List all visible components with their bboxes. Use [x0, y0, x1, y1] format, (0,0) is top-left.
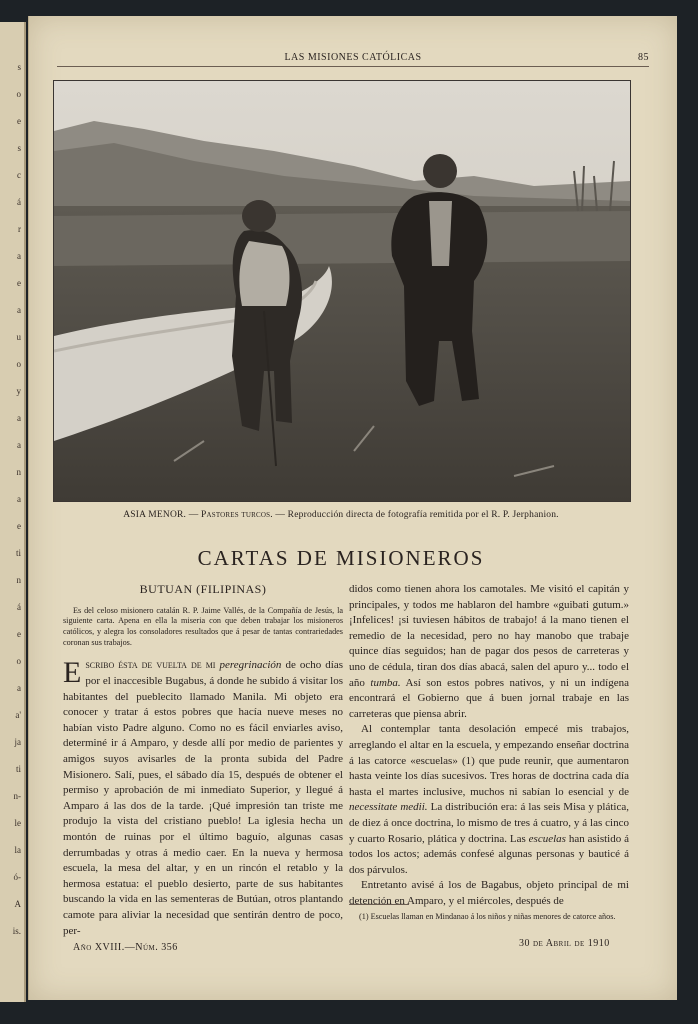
p3-emphasis-2: escuelas — [528, 832, 566, 845]
p3-emphasis: necessitate medii. — [349, 801, 428, 814]
facing-page-fragment: a — [17, 494, 21, 504]
facing-page-fragment: o — [16, 89, 21, 99]
facing-page-fragment: y — [16, 386, 21, 396]
facing-page-fragment: á — [17, 197, 21, 207]
facing-page-fragment: e — [17, 629, 21, 639]
p2-start: didos como tienen ahora los camotales. Me visitó el capitán y principales, y todos me hablaron del hambre «guibati gutum.» ¡Infelices! ¡si tuviesen hábitos de trabajo! á la mano tienen el remedio de la necesidad, pero no hay manobo que trabaje quince días seguidos; han de pagar dos pesos de carreteras y uno de cédula, tiran dos días abacá, salen del apuro y... todo el año — [349, 583, 629, 689]
issue-number: Año XVIII.—Núm. 356 — [73, 942, 178, 953]
p3-middle: La distribución era: á las seis Misa y plática, de diez á once doctrina, lo mismo de tres á cuatro, y á las cinco y cuarto Rosario, plática y doctrina. Las — [349, 801, 629, 845]
facing-page-fragment: c — [17, 170, 21, 180]
facing-page-fragment: ja — [14, 737, 21, 747]
running-head — [57, 52, 649, 67]
facing-page-fragment: a — [17, 440, 21, 450]
facing-page-fragment: n- — [13, 791, 21, 801]
caption-subject: Pastores turcos. — [200, 510, 273, 520]
facing-page-edge — [0, 22, 26, 1002]
facing-page-fragment: ti — [15, 764, 21, 774]
section-title: CARTAS DE MISIONEROS — [197, 546, 485, 570]
facing-page-fragment: A — [14, 899, 21, 909]
article-paragraph-4: Entretanto avisé á los de Bagabus, objeto principal de mi detención en Amparo, y el miércoles, después de — [349, 879, 629, 907]
p3-start: Al contemplar tanta desolación empecé mis trabajos, arreglando el altar en la escuela, y empezando enseñar doctrina á las catorce «escuelas» (1) que pude reunir, que aumentaron hasta veinte los días sucesivos. Tres horas de doctrina cada día hasta el martes inclusive, muchos ni sabían lo esencial y de — [349, 723, 629, 798]
footnote-rule — [349, 904, 409, 905]
footnote: (1) Escuelas llaman en Mindanao á los niños y niñas menores de catorce años. — [359, 912, 616, 921]
photo-caption: ASIA MENOR. — Pastores turcos. — Reproducción directa de fotografía remitida por el R. P. Jerphanion. — [123, 510, 559, 520]
facing-page-fragment: n — [16, 467, 21, 477]
article-intro: Es del celoso misionero catalán R. P. Jaime Vallés, de la Compañía de Jesús, la siguiente carta. Apena en ella la miseria con que deben trabajar los misioneros católicos, y alegra los consoladores resultados que á pesar de tantas contrariedades coronan sus trabajos. — [63, 605, 343, 647]
page-number: 85 — [638, 52, 649, 63]
facing-page-fragment: a — [17, 683, 21, 693]
facing-page-fragment: e — [17, 278, 21, 288]
p1-rest: de ocho días por el inaccesible Bugabus, á donde he subido á visitar los habitantes del pueblecito llamado Manila. Mi objeto era conocer y tratar á estos pobres que hacía nueve meses no habían visto Padre alguno. Como no es fácil enviarles aviso, determiné ir á Amparo, y desde allí por medio de parientes y amigos suyos avisarles de la pronta subida del Padre Misionero. Salí, pues, el sábado día 15, después de obtener el permiso y aprobación de mi inmediato Superior, y llegué á Amparo á las dos de la tarde. ¡Qué impresión tan triste me produjo la vista del cristiano pueblo! La iglesia hecha un montón de ruinas por el último baguío, algunas casas derrumbadas y otras á medio caer. En la nueva y hermosa escuela, la mesa del altar, y en un rincón el retablo y la hermosa estatua: el pueblo desierto, parte de sus habitantes buscando la vida en las sementeras de Butúan, otros plantando camote para aliviar la necesidad que sentirán dentro de poco, per- — [63, 659, 343, 937]
article-column-left — [63, 582, 343, 939]
p1-emphasis: peregrinación — [219, 659, 282, 672]
p1-start: scribo ésta de vuelta de mi — [85, 659, 220, 672]
facing-page-fragment: u — [16, 332, 21, 342]
facing-page-fragment: ó- — [13, 872, 21, 882]
facing-page-fragment: a — [17, 251, 21, 261]
facing-page-fragment: e — [17, 116, 21, 126]
article-column-right — [349, 582, 629, 909]
issue-date: 30 de Abril de 1910 — [519, 938, 610, 949]
journal-page — [28, 16, 677, 1000]
facing-page-fragment: ti — [15, 548, 21, 558]
p2-emphasis: tumba. — [370, 676, 401, 689]
p3-rest: han asistido á todos los actos; además confesé algunas personas y bauticé á dos párvulos. — [349, 832, 629, 876]
caption-text: — Reproducción directa de fotografía remitida por el R. P. Jerphanion. — [275, 510, 559, 520]
facing-page-fragment: s — [17, 143, 21, 153]
article-paragraph-3 — [349, 722, 629, 878]
facing-page-fragment: le — [14, 818, 21, 828]
drop-cap: E — [63, 656, 82, 690]
facing-page-fragment: n — [16, 575, 21, 585]
facing-page-fragment: o — [16, 359, 21, 369]
facing-page-fragment: e — [17, 521, 21, 531]
facing-page-fragment: á — [17, 602, 21, 612]
facing-page-fragment: s — [17, 62, 21, 72]
journal-title: LAS MISIONES CATÓLICAS — [284, 52, 422, 63]
facing-page-fragment: o — [16, 656, 21, 666]
photo-illustration — [54, 81, 630, 501]
facing-page-fragment: r — [18, 224, 21, 234]
facing-page-fragment: is. — [12, 926, 21, 936]
article-paragraph-2 — [349, 582, 629, 722]
caption-place: ASIA MENOR. — [123, 510, 187, 520]
p2-rest: Así son estos pobres nativos, y ni un indígena encontrará el Gobierno que á buen jornal trabaje en las carreteras que piensa abrir. — [349, 676, 629, 720]
facing-page-fragment: a — [17, 413, 21, 423]
facing-page-fragment: a' — [15, 710, 21, 720]
facing-page-fragment: a — [17, 305, 21, 315]
article-heading: BUTUAN (FILIPINAS) — [139, 582, 267, 596]
photograph-turkish-shepherds — [53, 80, 631, 502]
facing-page-fragment: la — [14, 845, 21, 855]
article-paragraph-1 — [63, 658, 343, 939]
